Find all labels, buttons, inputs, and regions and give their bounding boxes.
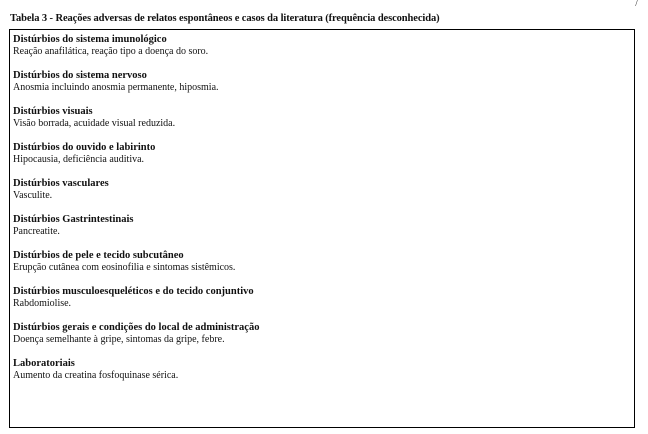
section-heading: Distúrbios de pele e tecido subcutâneo <box>13 250 184 261</box>
section-musculoskeletal <box>13 286 628 309</box>
section-heading: Distúrbios visuais <box>13 106 93 117</box>
section-text: Vasculite. <box>13 190 53 201</box>
section-heading: Distúrbios vasculares <box>13 178 109 189</box>
section-heading: Laboratoriais <box>13 358 75 369</box>
section-text: Rabdomiolise. <box>13 298 72 309</box>
section-visual <box>13 106 628 129</box>
section-immune-system <box>13 34 628 57</box>
section-skin <box>13 250 628 273</box>
section-heading: Distúrbios Gastrintestinais <box>13 214 134 225</box>
section-laboratory <box>13 358 628 381</box>
section-text: Visão borrada, acuidade visual reduzida. <box>13 118 176 129</box>
section-heading: Distúrbios musculoesqueléticos e do tecido conjuntivo <box>13 286 254 297</box>
adverse-reactions-table <box>9 29 635 428</box>
section-text: Aumento da creatina fosfoquinase sérica. <box>13 370 179 381</box>
section-heading: Distúrbios do ouvido e labirinto <box>13 142 156 153</box>
section-gastrointestinal <box>13 214 628 237</box>
section-text: Pancreatite. <box>13 226 60 237</box>
section-heading: Distúrbios do sistema nervoso <box>13 70 147 81</box>
section-vascular <box>13 178 628 201</box>
section-text: Doença semelhante à gripe, sintomas da gripe, febre. <box>13 334 225 345</box>
section-text: Anosmia incluindo anosmia permanente, hiposmia. <box>13 82 219 93</box>
section-general <box>13 322 628 345</box>
section-text: Reação anafilática, reação tipo a doença do soro. <box>13 46 209 57</box>
page-corner-mark: / <box>635 0 638 9</box>
section-nervous-system <box>13 70 628 93</box>
section-text: Hipocausia, deficiência auditiva. <box>13 154 145 165</box>
section-heading: Distúrbios gerais e condições do local de administração <box>13 322 260 333</box>
section-heading: Distúrbios do sistema imunológico <box>13 34 167 45</box>
table-title: Tabela 3 - Reações adversas de relatos espontâneos e casos da literatura (frequência desconhecida) <box>10 13 440 24</box>
section-ear-labyrinth <box>13 142 628 165</box>
section-text: Erupção cutânea com eosinofilia e sintomas sistêmicos. <box>13 262 236 273</box>
